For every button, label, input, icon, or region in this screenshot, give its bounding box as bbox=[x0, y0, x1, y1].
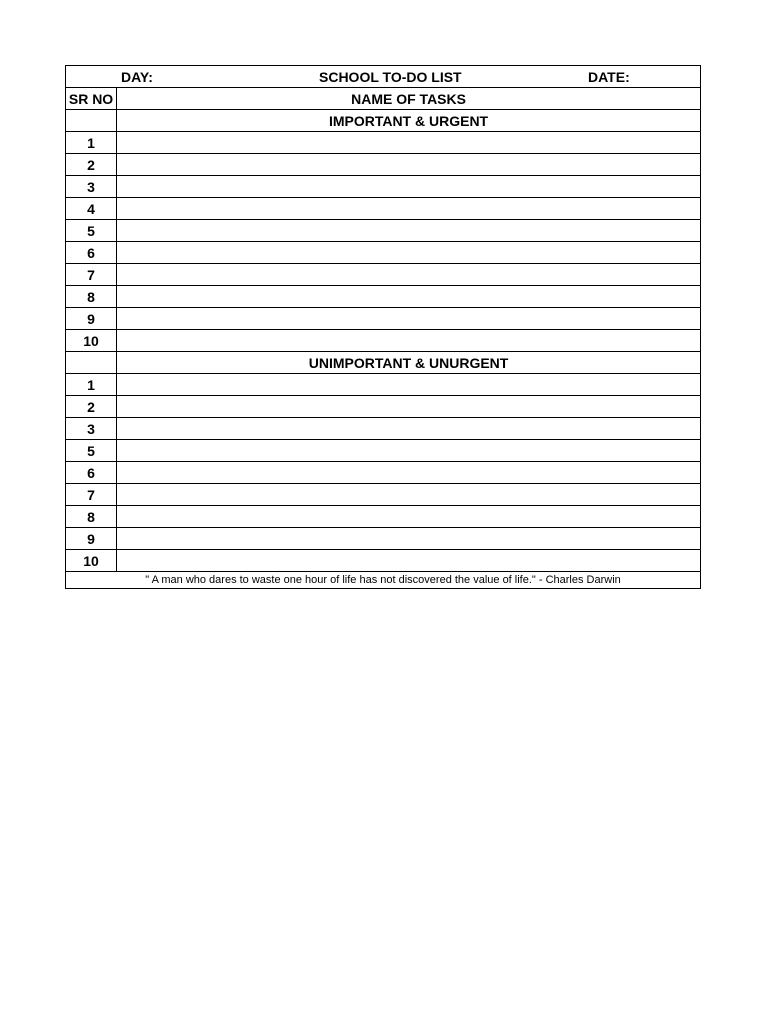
task-cell[interactable] bbox=[117, 286, 701, 308]
header-row bbox=[66, 66, 701, 88]
task-row bbox=[66, 418, 701, 440]
task-cell[interactable] bbox=[117, 374, 701, 396]
row-number: 3 bbox=[66, 176, 117, 198]
row-number: 10 bbox=[66, 330, 117, 352]
row-number: 9 bbox=[66, 528, 117, 550]
task-cell[interactable] bbox=[117, 418, 701, 440]
row-number: 9 bbox=[66, 308, 117, 330]
task-cell[interactable] bbox=[117, 176, 701, 198]
section-sr-cell bbox=[66, 352, 117, 374]
task-row bbox=[66, 132, 701, 154]
page-title: SCHOOL TO-DO LIST bbox=[319, 68, 462, 85]
quote-row bbox=[66, 572, 701, 589]
section-header-row bbox=[66, 110, 701, 132]
task-row bbox=[66, 220, 701, 242]
task-row bbox=[66, 242, 701, 264]
task-cell[interactable] bbox=[117, 528, 701, 550]
task-cell[interactable] bbox=[117, 462, 701, 484]
section-sr-cell bbox=[66, 110, 117, 132]
section-header-row bbox=[66, 352, 701, 374]
task-cell[interactable] bbox=[117, 264, 701, 286]
task-row bbox=[66, 308, 701, 330]
task-row bbox=[66, 176, 701, 198]
header-cell bbox=[66, 66, 701, 88]
row-number: 2 bbox=[66, 396, 117, 418]
task-row bbox=[66, 330, 701, 352]
task-cell[interactable] bbox=[117, 308, 701, 330]
row-number: 5 bbox=[66, 220, 117, 242]
todo-table bbox=[65, 65, 701, 589]
task-row bbox=[66, 440, 701, 462]
section-title: IMPORTANT & URGENT bbox=[117, 110, 701, 132]
row-number: 3 bbox=[66, 418, 117, 440]
task-cell[interactable] bbox=[117, 550, 701, 572]
row-number: 6 bbox=[66, 462, 117, 484]
task-cell[interactable] bbox=[117, 154, 701, 176]
quote-text: " A man who dares to waste one hour of life has not discovered the value of life." - Charles Darwin bbox=[66, 572, 701, 589]
row-number: 1 bbox=[66, 132, 117, 154]
row-number: 8 bbox=[66, 506, 117, 528]
task-cell[interactable] bbox=[117, 198, 701, 220]
row-number: 6 bbox=[66, 242, 117, 264]
task-row bbox=[66, 286, 701, 308]
row-number: 1 bbox=[66, 374, 117, 396]
task-cell[interactable] bbox=[117, 220, 701, 242]
column-header-row bbox=[66, 88, 701, 110]
section-title: UNIMPORTANT & UNURGENT bbox=[117, 352, 701, 374]
row-number: 2 bbox=[66, 154, 117, 176]
row-number: 5 bbox=[66, 440, 117, 462]
task-row bbox=[66, 484, 701, 506]
row-number: 7 bbox=[66, 264, 117, 286]
row-number: 4 bbox=[66, 198, 117, 220]
task-row bbox=[66, 528, 701, 550]
task-row bbox=[66, 550, 701, 572]
row-number: 7 bbox=[66, 484, 117, 506]
task-cell[interactable] bbox=[117, 440, 701, 462]
sr-no-header: SR NO bbox=[66, 88, 117, 110]
task-row bbox=[66, 506, 701, 528]
task-row bbox=[66, 462, 701, 484]
row-number: 8 bbox=[66, 286, 117, 308]
task-cell[interactable] bbox=[117, 242, 701, 264]
task-cell[interactable] bbox=[117, 506, 701, 528]
task-cell[interactable] bbox=[117, 330, 701, 352]
task-row bbox=[66, 198, 701, 220]
task-row bbox=[66, 154, 701, 176]
task-row bbox=[66, 264, 701, 286]
task-row bbox=[66, 396, 701, 418]
task-cell[interactable] bbox=[117, 484, 701, 506]
day-label: DAY: bbox=[121, 68, 153, 85]
date-label: DATE: bbox=[588, 68, 630, 85]
task-cell[interactable] bbox=[117, 396, 701, 418]
task-cell[interactable] bbox=[117, 132, 701, 154]
task-name-header: NAME OF TASKS bbox=[117, 88, 701, 110]
task-row bbox=[66, 374, 701, 396]
row-number: 10 bbox=[66, 550, 117, 572]
